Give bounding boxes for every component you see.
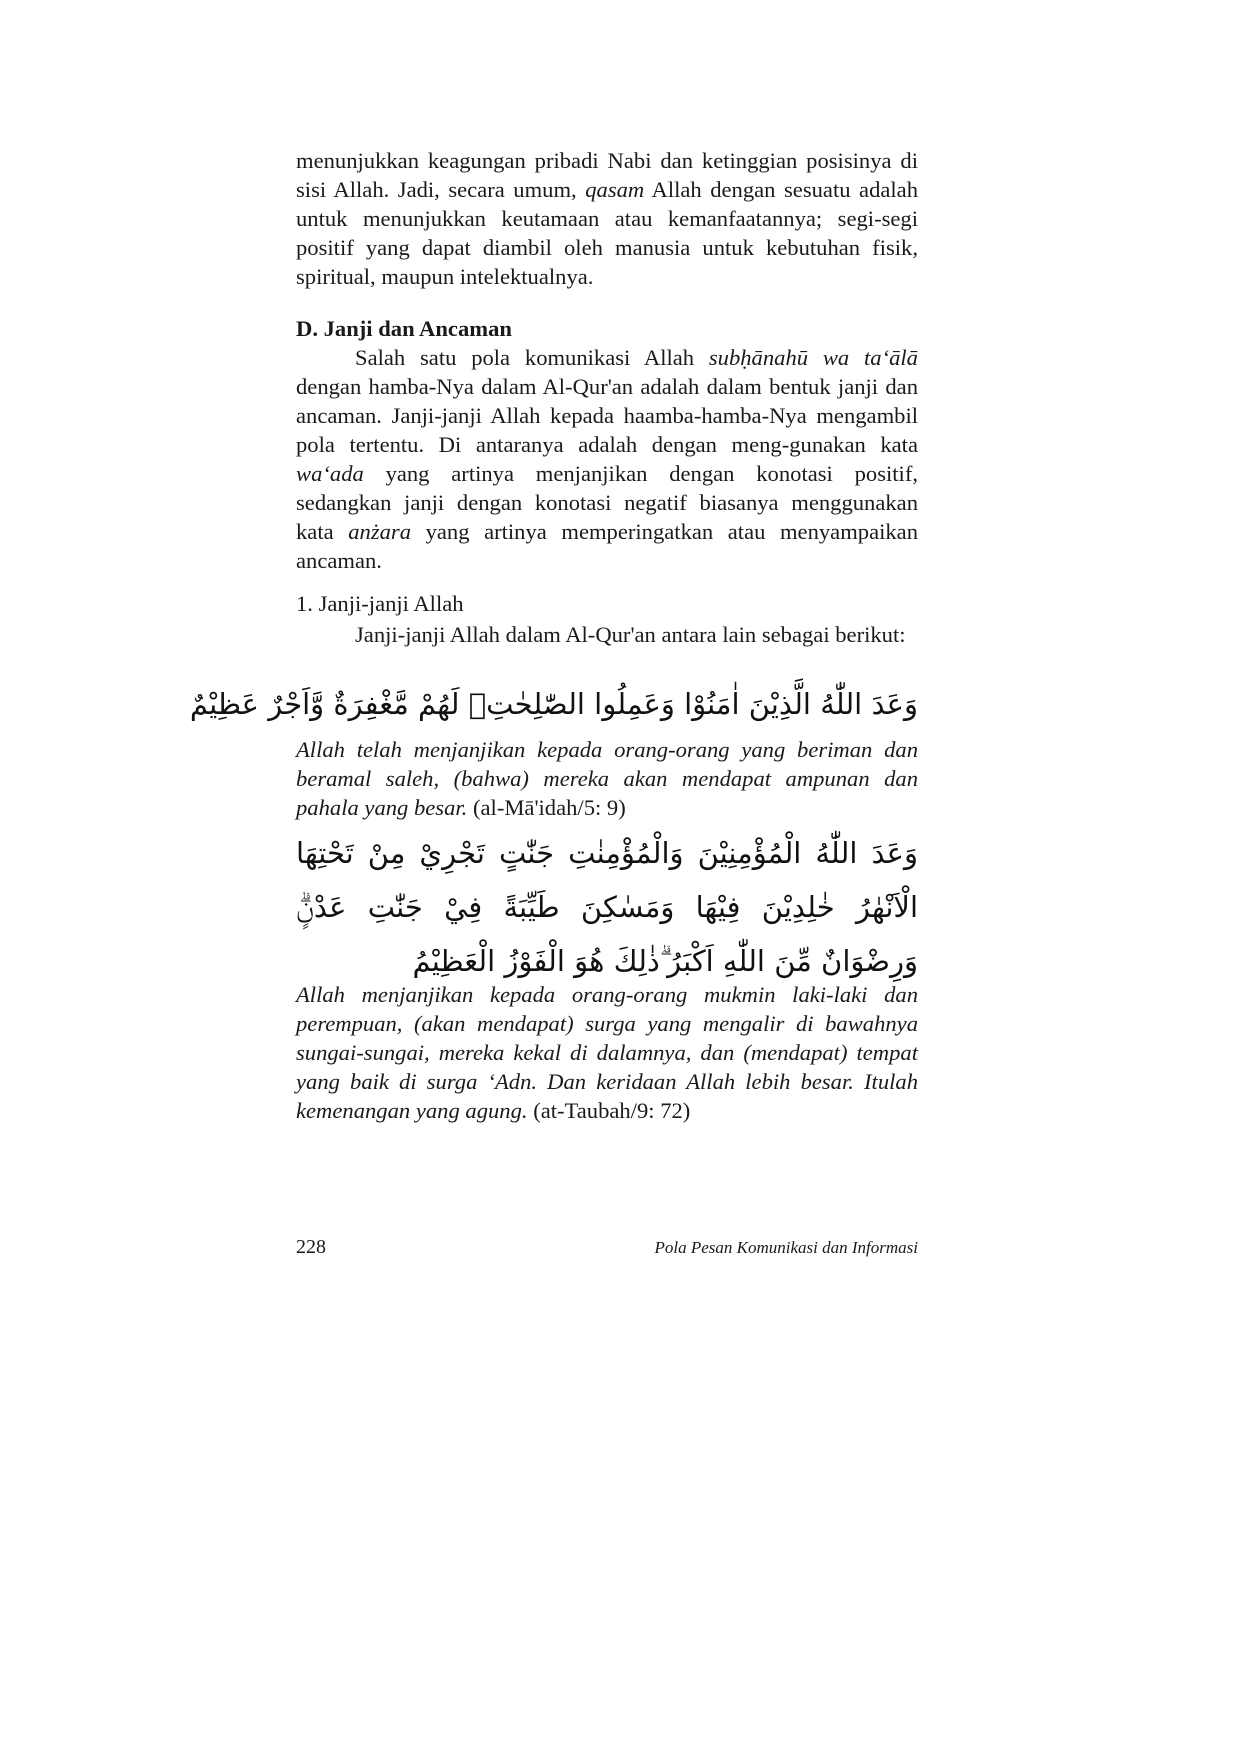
subsection-heading: 1. Janji-janji Allah: [296, 591, 464, 616]
italic-term-qasam: qasam: [585, 177, 645, 202]
italic-term-waada: waʻada: [296, 461, 364, 486]
running-footer-title: Pola Pesan Komunikasi dan Informasi: [654, 1238, 918, 1257]
paragraph-text: Allah dengan sesuatu adalah untuk menunjukkan keutamaan atau kemanfaatannya; segi-segi positif yang dapat diambil oleh manusia untuk kebutuhan fisik, spiritual, maupun intelektualnya.: [296, 177, 918, 289]
quran-verse-arabic-2: وَعَدَ اللّٰهُ الْمُؤْمِنِيْنَ وَالْمُؤْمِنٰتِ جَنّٰتٍ تَجْرِيْ مِنْ تَحْتِهَا الْاَنْهٰرُ خٰلِدِيْنَ فِيْهَا وَمَسٰكِنَ طَيِّبَةً فِيْ جَنّٰتِ عَدْنٍۗ وَرِضْوَانٌ مِّنَ اللّٰهِ اَكْبَرُ ۗذٰلِكَ هُوَ الْفَوْزُ الْعَظِيْمُ: [296, 836, 918, 978]
paragraph-text: menunjukkan keagungan pribadi Nabi dan ketinggian posisinya di sisi Allah. Jadi, secara umum,: [296, 148, 918, 202]
paragraph-text: dengan hamba-Nya dalam Al-Qur'an adalah dalam bentuk janji dan ancaman. Janji-janji Allah kepada haamba-hamba-Nya mengambil pola tertentu. Di antaranya adalah dengan meng-gunakan kata: [296, 374, 918, 457]
body-paragraph-intro: [296, 146, 918, 291]
verse-translation-2: [296, 980, 918, 1125]
quran-verse-arabic-1: وَعَدَ اللّٰهُ الَّذِيْنَ اٰمَنُوْا وَعَمِلُوا الصّٰلِحٰتِۙ لَهُمْ مَّغْفِرَةٌ وَّاَجْرٌ عَظِيْمٌ: [189, 687, 918, 721]
paragraph-text: Salah satu pola komunikasi Allah: [355, 345, 709, 370]
italic-term-subhanahu: subḥānahū wa taʻālā: [708, 345, 918, 370]
paragraph-text: yang artinya menjanjikan dengan konotasi positif, sedangkan janji dengan konotasi negatif biasanya menggunakan kata: [296, 461, 918, 544]
paragraph-text: yang artinya memperingatkan atau menyampaikan ancaman.: [296, 519, 919, 573]
section-heading: D. Janji dan Ancaman: [296, 316, 512, 341]
page-number: 228: [296, 1236, 326, 1258]
translation-text: Allah menjanjikan kepada orang-orang mukmin laki-laki dan perempuan, (akan mendapat) surga yang mengalir di bawahnya sungai-sungai, mereka kekal di dalamnya, dan (mendapat) tempat yang baik di surga ‘Adn. Dan keridaan Allah lebih besar. Itulah kemenangan yang agung.: [296, 982, 918, 1123]
body-paragraph-janji-ancaman: [296, 343, 918, 575]
italic-term-anzara: anżara: [348, 519, 411, 544]
verse-translation-1: [296, 735, 918, 822]
verse-reference: (al-Mā'idah/5: 9): [472, 795, 626, 820]
verse-reference: (at-Taubah/9: 72): [533, 1098, 691, 1123]
translation-text: Allah telah menjanjikan kepada orang-orang yang beriman dan beramal saleh, (bahwa) mereka akan mendapat ampunan dan pahala yang besar.: [296, 737, 918, 820]
body-paragraph-intro-verses: Janji-janji Allah dalam Al-Qur'an antara lain sebagai berikut:: [355, 622, 906, 647]
